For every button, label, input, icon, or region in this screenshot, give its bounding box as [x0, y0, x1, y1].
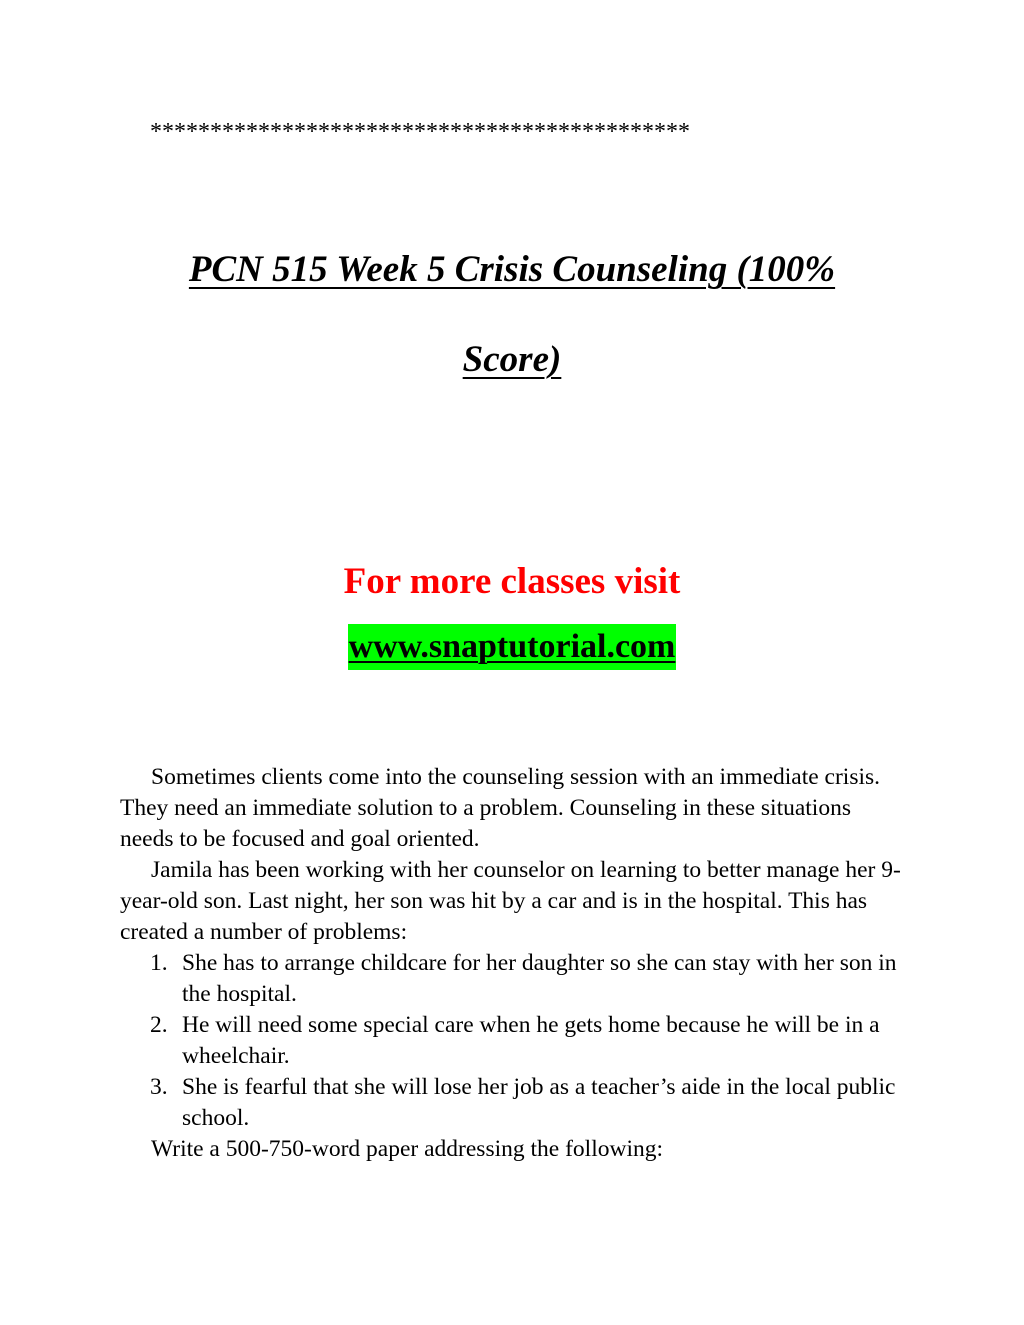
paragraph-assignment: Write a 500-750-word paper addressing the following: [151, 1136, 663, 1162]
problem-list [120, 948, 910, 1134]
document-body [120, 762, 910, 1165]
list-number: 2. [150, 1012, 168, 1038]
list-number: 1. [150, 950, 168, 976]
website-container [0, 624, 1024, 670]
page-title-line-2: Score) [462, 339, 562, 380]
paragraph-intro: Sometimes clients come into the counseling session with an immediate crisis. They need an immediate solution to a problem. Counseling in these situations needs to be focused and goal oriented. [120, 764, 881, 852]
list-item [150, 1010, 910, 1072]
visit-heading: For more classes visit [343, 561, 681, 602]
list-item-text: He will need some special care when he gets home because he will be in a wheelchair. [182, 1012, 880, 1069]
paragraph-scenario: Jamila has been working with her counselor on learning to better manage her 9-year-old son. Last night, her son was hit by a car and is in the hospital. This has created a number of problems: [120, 857, 901, 945]
list-item-text: She has to arrange childcare for her daughter so she can stay with her son in the hospital. [182, 950, 897, 1007]
page-title-line-1: PCN 515 Week 5 Crisis Counseling (100% [188, 249, 836, 290]
list-item-text: She is fearful that she will lose her job as a teacher’s aide in the local public school. [182, 1074, 896, 1131]
asterisk-divider: ********************************************* [150, 119, 690, 145]
list-item [150, 1072, 910, 1134]
list-item [150, 948, 910, 1010]
list-number: 3. [150, 1074, 168, 1100]
website-link[interactable]: www.snaptutorial.com [348, 624, 677, 670]
